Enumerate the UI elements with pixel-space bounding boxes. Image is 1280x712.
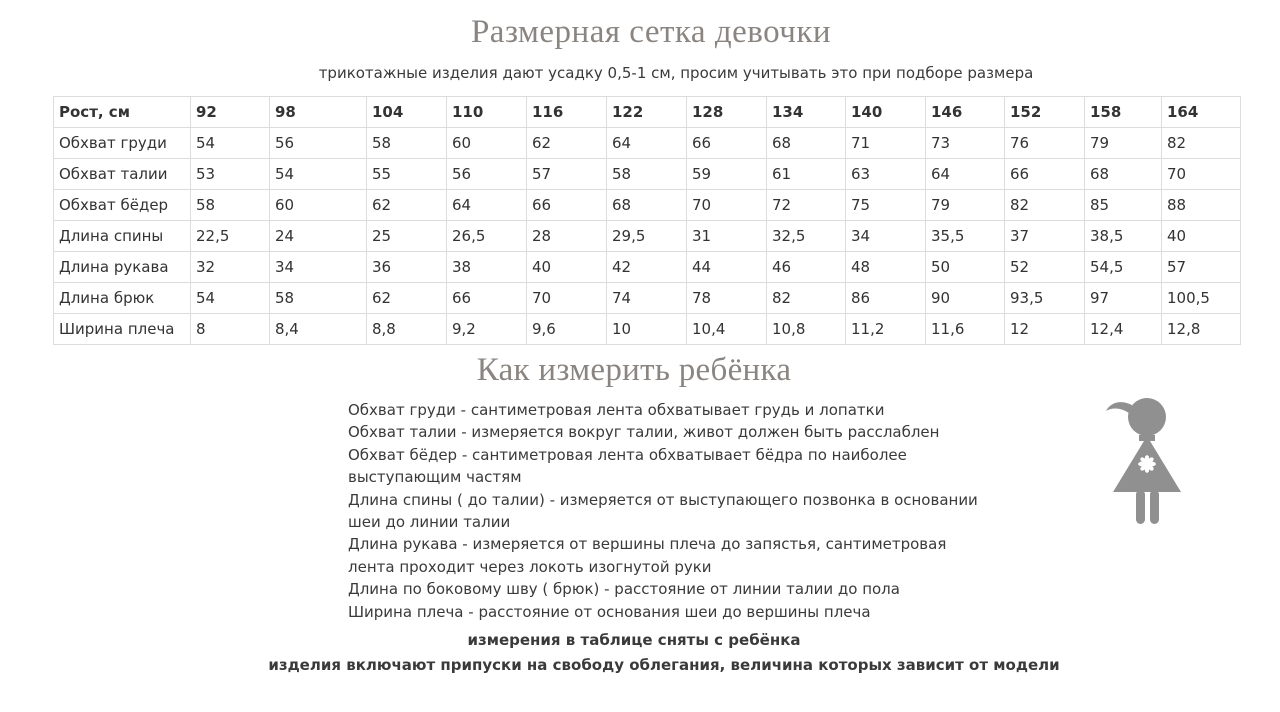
- table-cell: 9,2: [447, 314, 527, 345]
- table-cell: 11,6: [926, 314, 1005, 345]
- table-cell: 36: [367, 252, 447, 283]
- table-cell: 58: [270, 283, 367, 314]
- table-cell: 57: [527, 159, 607, 190]
- table-cell: 40: [527, 252, 607, 283]
- table-cell: 10,8: [767, 314, 846, 345]
- table-cell: 64: [926, 159, 1005, 190]
- table-cell: 53: [191, 159, 270, 190]
- table-cell: 71: [846, 128, 926, 159]
- table-cell: 44: [687, 252, 767, 283]
- table-cell: 8,4: [270, 314, 367, 345]
- table-cell: 57: [1162, 252, 1241, 283]
- table-cell: 66: [1005, 159, 1085, 190]
- measure-instructions: [348, 399, 988, 623]
- instruction-line: Длина по боковому шву ( брюк) - расстояние от линии талии до пола: [348, 580, 900, 599]
- table-row: [54, 159, 1241, 190]
- table-cell: 37: [1005, 221, 1085, 252]
- instruction-line: Обхват бёдер - сантиметровая лента обхватывает бёдра по наиболее: [348, 445, 907, 464]
- table-cell: 46: [767, 252, 846, 283]
- table-cell: 24: [270, 221, 367, 252]
- table-cell: 12: [1005, 314, 1085, 345]
- height-header: 134: [767, 97, 846, 128]
- table-cell: 59: [687, 159, 767, 190]
- table-cell: 60: [270, 190, 367, 221]
- row-label: Обхват талии: [54, 159, 191, 190]
- instruction-line: Длина спины ( до талии) - измеряется от выступающего позвонка в основании: [348, 490, 978, 509]
- table-cell: 70: [1162, 159, 1241, 190]
- table-cell: 82: [1005, 190, 1085, 221]
- table-cell: 38,5: [1085, 221, 1162, 252]
- table-cell: 28: [527, 221, 607, 252]
- table-cell: 85: [1085, 190, 1162, 221]
- table-cell: 54: [270, 159, 367, 190]
- table-cell: 25: [367, 221, 447, 252]
- table-cell: 93,5: [1005, 283, 1085, 314]
- table-cell: 58: [367, 128, 447, 159]
- height-header: 140: [846, 97, 926, 128]
- row-label: Длина спины: [54, 221, 191, 252]
- table-cell: 10: [607, 314, 687, 345]
- instruction-line: Обхват груди - сантиметровая лента обхватывает грудь и лопатки: [348, 401, 885, 419]
- table-cell: 8: [191, 314, 270, 345]
- row-label: Длина рукава: [54, 252, 191, 283]
- instruction-line: шеи до линии талии: [348, 513, 511, 532]
- shrinkage-note: трикотажные изделия дают усадку 0,5-1 см, просим учитывать это при подборе размера: [318, 64, 1034, 82]
- height-header: 92: [191, 97, 270, 128]
- table-cell: 26,5: [447, 221, 527, 252]
- measured-note: измерения в таблице сняты с ребёнка: [467, 631, 801, 649]
- table-cell: 54: [191, 283, 270, 314]
- table-cell: 88: [1162, 190, 1241, 221]
- table-cell: 68: [607, 190, 687, 221]
- table-cell: 66: [447, 283, 527, 314]
- table-cell: 54: [191, 128, 270, 159]
- table-cell: 74: [607, 283, 687, 314]
- header-label: Рост, см: [54, 97, 191, 128]
- table-cell: 56: [270, 128, 367, 159]
- table-cell: 34: [270, 252, 367, 283]
- table-cell: 62: [367, 283, 447, 314]
- height-header: 158: [1085, 97, 1162, 128]
- table-cell: 11,2: [846, 314, 926, 345]
- table-cell: 8,8: [367, 314, 447, 345]
- height-header: 104: [367, 97, 447, 128]
- table-row: [54, 283, 1241, 314]
- table-cell: 79: [1085, 128, 1162, 159]
- table-cell: 34: [846, 221, 926, 252]
- table-row: [54, 252, 1241, 283]
- table-cell: 48: [846, 252, 926, 283]
- table-cell: 40: [1162, 221, 1241, 252]
- table-cell: 86: [846, 283, 926, 314]
- table-cell: 79: [926, 190, 1005, 221]
- table-cell: 9,6: [527, 314, 607, 345]
- table-cell: 66: [527, 190, 607, 221]
- table-cell: 70: [527, 283, 607, 314]
- table-row: [54, 314, 1241, 345]
- table-cell: 54,5: [1085, 252, 1162, 283]
- table-cell: 52: [1005, 252, 1085, 283]
- table-cell: 38: [447, 252, 527, 283]
- girl-figure-icon: [1102, 396, 1186, 528]
- table-cell: 66: [687, 128, 767, 159]
- height-header: 116: [527, 97, 607, 128]
- table-cell: 29,5: [607, 221, 687, 252]
- table-cell: 82: [1162, 128, 1241, 159]
- table-cell: 75: [846, 190, 926, 221]
- table-cell: 56: [447, 159, 527, 190]
- table-cell: 78: [687, 283, 767, 314]
- height-header: 98: [270, 97, 367, 128]
- table-cell: 10,4: [687, 314, 767, 345]
- table-cell: 73: [926, 128, 1005, 159]
- size-table-header-row: [54, 97, 1241, 128]
- table-cell: 70: [687, 190, 767, 221]
- row-label: Длина брюк: [54, 283, 191, 314]
- instruction-line: Обхват талии - измеряется вокруг талии, живот должен быть расслаблен: [348, 423, 940, 442]
- table-cell: 90: [926, 283, 1005, 314]
- table-row: [54, 221, 1241, 252]
- instruction-line: лента проходит через локоть изогнутой руки: [348, 557, 712, 576]
- table-cell: 62: [527, 128, 607, 159]
- instruction-line: Длина рукава - измеряется от вершины плеча до запястья, сантиметровая: [348, 535, 947, 554]
- instruction-line: Ширина плеча - расстояние от основания шеи до вершины плеча: [348, 602, 871, 621]
- height-header: 122: [607, 97, 687, 128]
- measure-title: Как измерить ребёнка: [476, 352, 792, 388]
- table-cell: 12,4: [1085, 314, 1162, 345]
- table-cell: 82: [767, 283, 846, 314]
- table-row: [54, 190, 1241, 221]
- table-cell: 61: [767, 159, 846, 190]
- height-header: 164: [1162, 97, 1241, 128]
- table-cell: 58: [191, 190, 270, 221]
- height-header: 110: [447, 97, 527, 128]
- row-label: Ширина плеча: [54, 314, 191, 345]
- table-cell: 35,5: [926, 221, 1005, 252]
- allowance-note: изделия включают припуски на свободу облегания, величина которых зависит от модели: [268, 656, 1060, 674]
- page-title: Размерная сетка девочки: [470, 14, 832, 50]
- table-cell: 55: [367, 159, 447, 190]
- table-cell: 60: [447, 128, 527, 159]
- table-cell: 68: [1085, 159, 1162, 190]
- table-cell: 64: [447, 190, 527, 221]
- height-header: 146: [926, 97, 1005, 128]
- table-cell: 76: [1005, 128, 1085, 159]
- table-cell: 62: [367, 190, 447, 221]
- table-cell: 58: [607, 159, 687, 190]
- table-cell: 12,8: [1162, 314, 1241, 345]
- row-label: Обхват груди: [54, 128, 191, 159]
- table-cell: 72: [767, 190, 846, 221]
- table-cell: 22,5: [191, 221, 270, 252]
- size-table: [53, 96, 1241, 345]
- row-label: Обхват бёдер: [54, 190, 191, 221]
- table-cell: 42: [607, 252, 687, 283]
- table-cell: 32: [191, 252, 270, 283]
- table-cell: 100,5: [1162, 283, 1241, 314]
- table-cell: 97: [1085, 283, 1162, 314]
- table-cell: 31: [687, 221, 767, 252]
- table-row: [54, 128, 1241, 159]
- height-header: 152: [1005, 97, 1085, 128]
- instruction-line: выступающим частям: [348, 468, 522, 487]
- height-header: 128: [687, 97, 767, 128]
- table-cell: 50: [926, 252, 1005, 283]
- table-cell: 32,5: [767, 221, 846, 252]
- table-cell: 63: [846, 159, 926, 190]
- table-cell: 68: [767, 128, 846, 159]
- table-cell: 64: [607, 128, 687, 159]
